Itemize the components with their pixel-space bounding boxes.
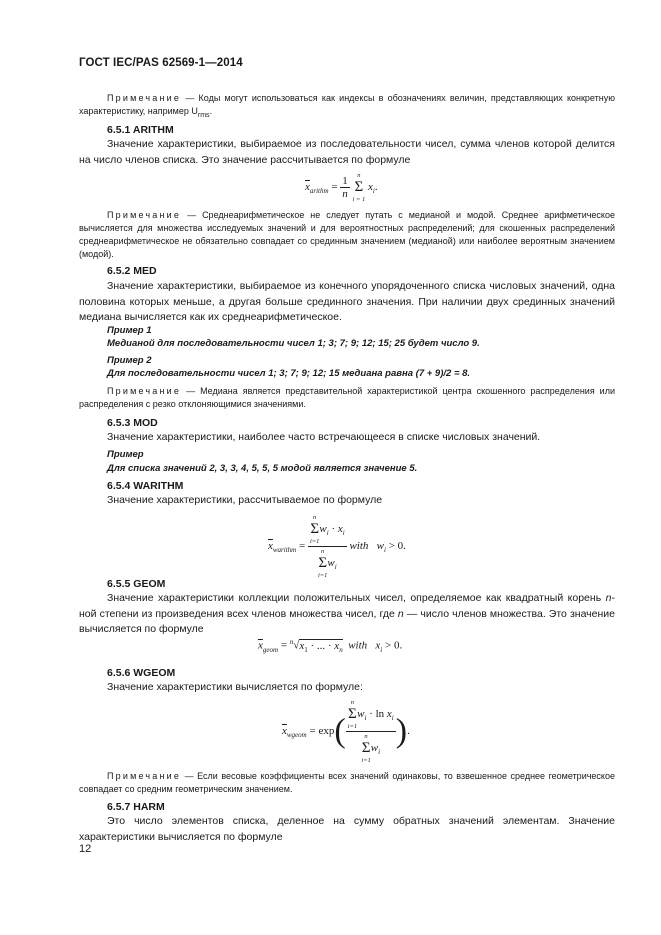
example-2-heading: Пример 2 [107,355,152,366]
f4-exp: exp [318,725,335,738]
f2-sub: warithm [272,546,297,555]
formula-geom [258,638,402,654]
f2-with: with [349,540,369,553]
dash: — [185,93,195,103]
section-654-text: Значение характеристики, рассчитываемое по формуле [107,494,383,506]
f4-xi-sub: i [391,714,394,723]
section-654-title: 6.5.4 WARITHM [107,480,184,492]
f3-radicand [299,639,342,652]
f3-s1: 1 [304,645,308,654]
note-label: Примечание [107,386,182,396]
page-number: 12 [79,843,92,855]
f2-numerator [308,513,347,547]
f3-cond: > 0. [384,639,403,652]
f4-frac [346,698,396,765]
f4-x: $\overline{x}$ [282,725,287,738]
f2-xi-sub: i [342,529,345,538]
f2-dot: · [331,523,336,536]
section-657-text: Это число элементов списка, деленное на сумму обратных значений элементам. Значение характеристики вычисляется по формуле [79,815,615,843]
note-4 [79,770,615,796]
f3-with: with [348,639,368,652]
note-1-end: . [209,106,213,116]
sigma-icon: Σ [354,179,364,195]
section-651-title: 6.5.1 ARITHM [107,124,174,136]
dash: — [186,386,196,396]
f2-w-sub: i [334,563,337,572]
f4-w: w [370,742,379,755]
s655-b: -ной степени из произведения всех членов множества чисел, где [79,592,615,620]
f2-frac [308,513,347,580]
note-label: Примечание [107,210,182,220]
f2-sum-top: n [313,514,317,521]
f4-sum-bot: i=1 [347,723,358,730]
f1-xi: x [367,181,373,194]
f3-cond-sub: i [380,645,383,654]
f4-w: w [357,708,365,721]
f2-w: w [327,557,335,570]
f2-w: w [319,523,327,536]
note-2 [79,209,615,261]
f4-w-sub: i [378,748,381,757]
section-653-text: Значение характеристики, наиболее часто встречающееся в списке числовых значений. [107,431,541,443]
f1-den: n [342,188,348,200]
f4-ln: · ln [369,708,385,721]
note-label: Примечание [107,771,182,781]
f3-eq: = [280,639,288,652]
note-1-text: Коды могут использоваться как индексы в обозначениях величин, представляющих конкретную характеристику, например U [79,93,615,116]
f3-root-index: n [289,638,294,646]
note-3-text: Медиана является представительной характеристикой центра скошенного распределения или распределения с резко отклоняющимися значениями. [79,386,615,409]
example-1-text: Медианой для последовательности чисел 1; 3; 7; 9; 12; 15; 25 будет число 9. [107,338,480,349]
f1-sum [353,171,366,204]
sigma-icon: Σ [318,555,328,571]
section-656-text: Значение характеристики вычисляется по формуле: [107,681,363,693]
f1-num: 1 [342,175,348,187]
f2-eq: = [298,540,306,553]
f2-denominator [318,547,337,580]
f3-x: $\overline{x}$ [258,639,263,652]
note-4-text: Если весовые коэффициенты всех значений одинаковы, то взвешенное среднее геометрическое совпадает со средним геометрическим значением. [79,771,615,794]
f2-cond-sub: i [384,546,386,555]
note-3 [79,385,615,411]
f4-w-sub: i [364,714,367,723]
note-label: Примечание [107,93,182,103]
f2-x: $\overline{x}$ [268,540,273,553]
f4-sum-top: n [350,699,355,706]
formula-warithm [268,513,406,580]
section-657-title: 6.5.7 HARM [107,801,165,813]
sigma-icon: Σ [310,521,320,537]
f2-xi: x [337,523,343,536]
f1-eq: = [331,181,338,194]
f2-cond: > 0. [388,540,406,553]
document-header: ГОСТ IEC/PAS 62569-1—2014 [79,57,243,69]
f4-sub: wgeom [286,731,307,740]
formula-arithm [305,171,378,204]
f3-dots: · ... · [310,639,332,652]
s655-c: — число членов множества. Это значение вычисляется по формуле [79,607,615,635]
f1-frac [340,175,350,200]
f1-end: . [374,181,378,194]
f4-eq: = [309,725,316,738]
s655-n2: n [397,607,404,620]
example-2-text: Для последовательности чисел 1; 3; 7; 9; 12; 15 медиана равна (7 + 9)/2 = 8. [107,368,471,379]
section-652-text: Значение характеристики, выбираемое из конечного упорядоченного списка числовых значений, одна половина которых меньше, а другая больше срединного значения. При наличии двух срединных значений медиана вычисляется как их среднеарифметическое. [79,280,615,323]
example-1-heading: Пример 1 [107,325,152,336]
paren-close-icon: ) [395,712,408,750]
f1-x: $\overline{x}$ [305,181,310,194]
f4-numerator [346,698,396,732]
f2-sum-top: n [321,548,325,555]
f3-sub: geom [262,645,279,654]
f2-cond-w: w [376,540,385,553]
f3-xn: x [334,639,340,652]
f4-sum-top: n [364,733,368,740]
formula-wgeom [282,698,410,765]
section-656-title: 6.5.6 WGEOM [107,667,176,679]
f2-sum-bot: i=1 [309,538,320,545]
dash: — [187,210,197,220]
f1-sum-top: n [357,172,361,179]
f3-cond-x: x [375,639,381,652]
root-icon: √ [293,639,300,652]
f3-x1: x [299,639,305,652]
paren-open-icon: ( [334,712,346,750]
dash: — [184,771,194,781]
f1-sum-bot: i = 1 [352,196,366,203]
f4-xi: x [386,708,392,721]
example-3-text: Для списка значений 2, 3, 3, 4, 5, 5, 5 модой является значение 5. [107,463,418,474]
note-1 [79,92,615,122]
section-653-title: 6.5.3 MOD [107,417,158,429]
f1-xi-sub: i [372,187,375,196]
section-655-text [79,591,615,638]
section-652-title: 6.5.2 MED [107,265,157,277]
note-1-sub: rms [197,111,210,119]
sigma-icon: Σ [361,740,371,756]
s655-n: n [605,592,612,604]
note-2-text: Среднеарифметическое не следует путать с медианой и модой. Среднее арифметическое вычисляется для множества исследуемых значений и для вероятностных распределений; для скошенных распределений среднеарифметическое не обязательно совпадает со срединным значением (медианой) или наиболее вероятным значением (модой). [79,210,615,259]
f3-sn: n [339,645,343,654]
f1-sub: arithm [309,187,329,196]
f4-end: . [407,725,410,738]
section-651-text: Значение характеристики, выбираемое из последовательности чисел, сумма членов которой делится на число членов списка. Это значение рассчитывается по формуле [79,138,615,166]
f2-w-sub: i [326,529,329,538]
f4-sum-bot: i=1 [361,757,371,764]
f2-sum-bot: i=1 [317,572,328,579]
sigma-icon: Σ [348,706,357,722]
s655-a: Значение характеристики коллекции положительных чисел, определяемое как квадратный корень [107,592,606,604]
example-3-heading: Пример [107,449,144,460]
section-655-title: 6.5.5 GEOM [107,578,166,590]
f4-denominator [361,732,380,765]
